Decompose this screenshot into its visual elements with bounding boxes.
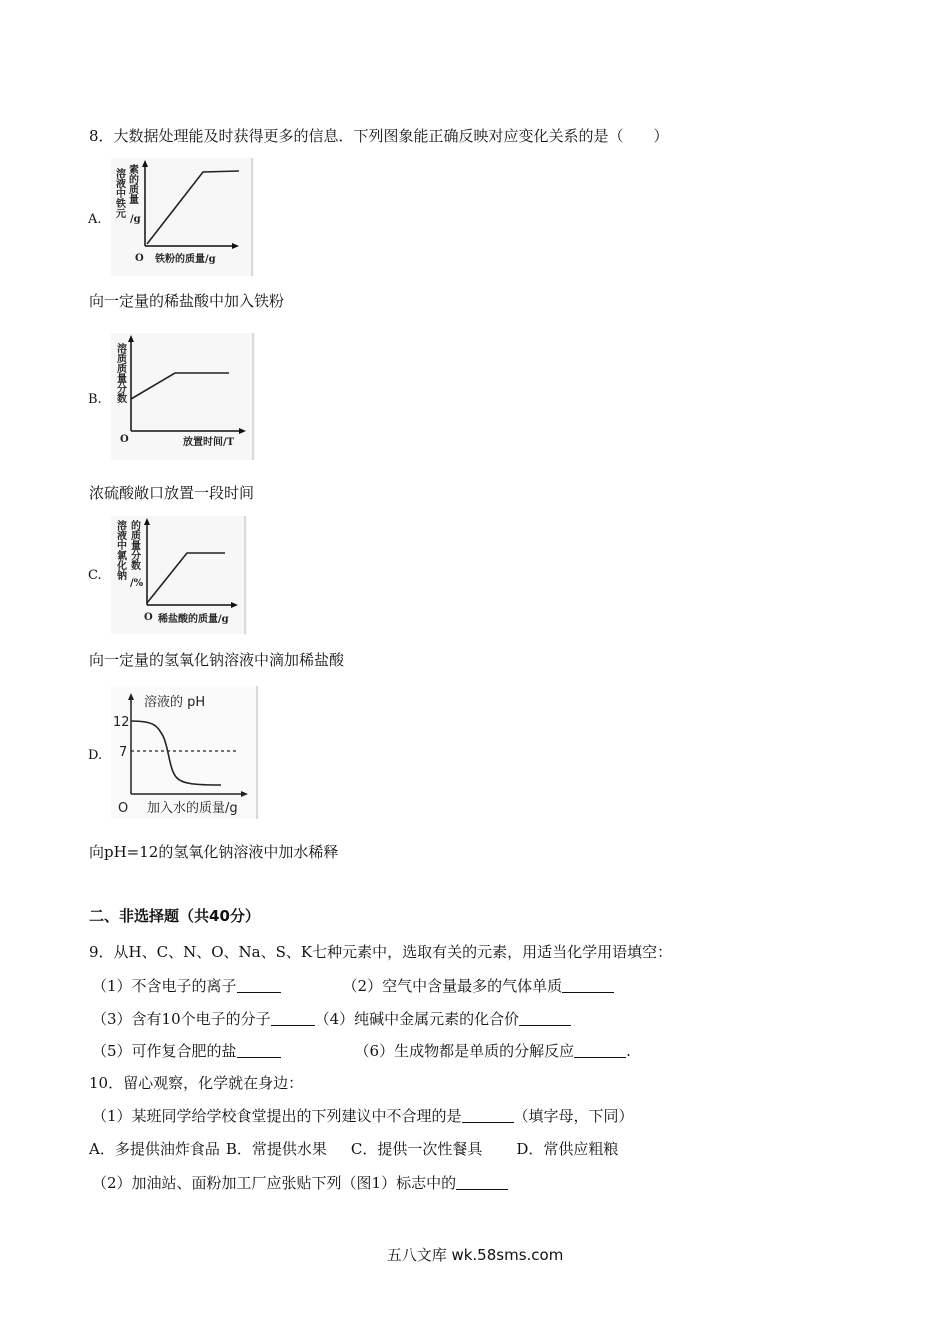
graph-a-origin: O [135, 253, 144, 264]
option-d-letter: D. [88, 748, 103, 763]
option-a-caption: 向一定量的稀盐酸中加入铁粉 [89, 292, 285, 310]
q9-item6: （6）生成物都是单质的分解反应 [354, 1042, 575, 1060]
graph-a [111, 158, 254, 276]
graph-c-curve [147, 553, 225, 603]
q9-item5: （5）可作复合肥的盐 [92, 1042, 237, 1060]
q9-blank4[interactable] [519, 1011, 571, 1026]
graph-d-curve [131, 721, 221, 785]
q10-sub2 [92, 1173, 508, 1193]
q9-item1: （1）不含电子的离子 [92, 977, 237, 995]
graph-d-tick-12: 12 [113, 715, 130, 730]
q9-blank5[interactable] [237, 1043, 281, 1058]
graph-b-origin: O [120, 434, 129, 445]
graph-a-xlabel: 铁粉的质量/g [155, 254, 216, 265]
q9-period: . [626, 1042, 631, 1060]
graph-d-tick-7: 7 [119, 745, 128, 760]
graph-d-y-arrow [128, 693, 134, 700]
q10-choices [89, 1139, 618, 1159]
q10-choice-b: B．常提供水果 [225, 1140, 327, 1158]
q10-sub1-text: （1）某班同学给学校食堂提出的下列建议中不合理的是 [92, 1107, 462, 1125]
q9-blank2[interactable] [562, 978, 614, 993]
q9-blank1[interactable] [237, 978, 281, 993]
graph-a-ylabel-col2: 素的质量 [126, 164, 138, 204]
graph-a-yunit: /g [130, 214, 141, 225]
graph-d-origin: O [118, 801, 129, 816]
q10-sub1 [92, 1106, 634, 1126]
q10-sub1-tail: （填字母，下同） [513, 1107, 634, 1125]
graph-a-y-arrow [142, 160, 148, 167]
graph-d-x-arrow [241, 791, 248, 797]
q9-row3 [92, 1041, 631, 1061]
graph-a-curve [147, 171, 239, 244]
graph-a-x-arrow [232, 243, 239, 249]
q10-stem: 10．留心观察，化学就在身边： [89, 1074, 304, 1092]
q9-item2: （2）空气中含量最多的气体单质 [342, 977, 563, 995]
graph-c-y-arrow [144, 518, 150, 525]
footer-watermark: 五八文库 wk.58sms.com [386, 1246, 564, 1264]
graph-c-ylabel-col1: 溶液中氯化钠 [114, 520, 126, 580]
graph-d [111, 686, 259, 819]
graph-c [111, 516, 247, 634]
option-b-letter: B. [88, 392, 102, 407]
graph-b-curve [131, 373, 229, 399]
graph-d-xlabel: 加入水的质量/g [147, 801, 238, 816]
graph-c-origin: O [144, 612, 153, 623]
graph-c-xlabel: 稀盐酸的质量/g [158, 614, 229, 625]
graph-c-ylabel-col2: 的质量分数 [128, 520, 140, 570]
option-c-caption: 向一定量的氢氧化钠溶液中滴加稀盐酸 [89, 651, 345, 669]
option-b-caption: 浓硫酸敞口放置一段时间 [89, 484, 255, 502]
option-a-letter: A. [88, 212, 102, 227]
option-d-caption: 向pH=12的氢氧化钠溶液中加水稀释 [89, 843, 339, 861]
graph-c-yunit: /% [130, 578, 144, 589]
q9-item4: （4）纯碱中金属元素的化合价 [314, 1010, 520, 1028]
q10-choice-d: D．常供应粗粮 [516, 1140, 619, 1158]
graph-b-x-arrow [239, 428, 246, 434]
q9-blank6[interactable] [574, 1043, 626, 1058]
q10-blank2[interactable] [456, 1175, 508, 1190]
q10-blank1[interactable] [462, 1108, 514, 1123]
option-c-letter: C. [88, 568, 102, 583]
graph-a-ylabel-col1: 溶液中铁元 [113, 168, 125, 218]
q10-choice-c: C．提供一次性餐具 [350, 1140, 483, 1158]
q9-row1 [92, 976, 614, 996]
q10-sub2-text: （2）加油站、面粉加工厂应张贴下列（图1）标志中的 [92, 1174, 457, 1192]
q9-row2 [92, 1009, 571, 1029]
section2-title: 二、非选择题（共40分） [89, 907, 260, 925]
graph-d-ylabel: 溶液的 pH [144, 695, 206, 710]
graph-b [111, 333, 255, 460]
graph-b-ylabel: 溶质质量分数 [114, 343, 126, 403]
graph-b-xlabel: 放置时间/T [183, 437, 235, 448]
graph-c-x-arrow [231, 602, 238, 608]
q9-blank3[interactable] [271, 1011, 315, 1026]
q8-stem: 8．大数据处理能及时获得更多的信息．下列图象能正确反映对应变化关系的是（ ） [89, 127, 669, 145]
q9-item3: （3）含有10个电子的分子 [92, 1010, 271, 1028]
q9-stem: 9．从H、C、N、O、Na、S、K七种元素中，选取有关的元素，用适当化学用语填空： [89, 943, 673, 961]
q10-choice-a: A．多提供油炸食品 [89, 1140, 220, 1158]
graph-b-y-arrow [128, 335, 134, 342]
